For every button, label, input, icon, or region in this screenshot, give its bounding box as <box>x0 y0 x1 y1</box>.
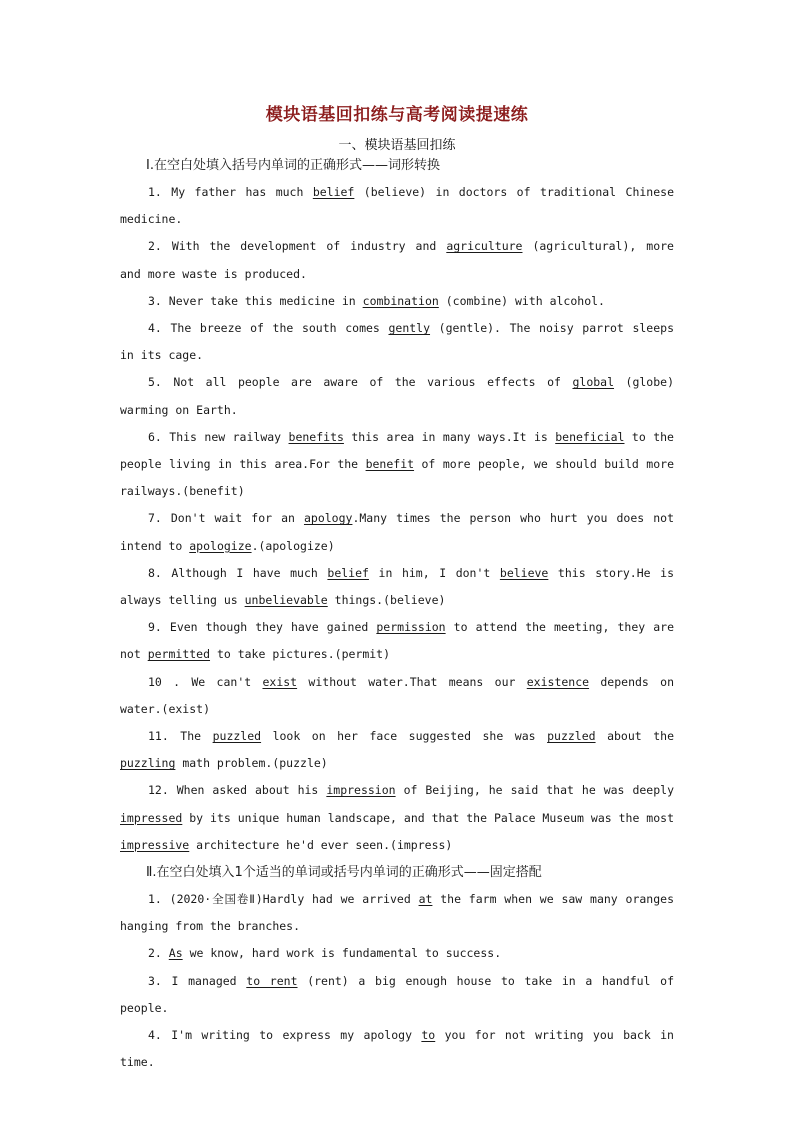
exercise-item <box>120 424 674 506</box>
item-text: 5. Not all people are aware of the various effects of <box>148 375 573 390</box>
exercise-item <box>120 505 674 559</box>
item-text: to take pictures.(permit) <box>210 647 391 662</box>
item-text: this area in many ways.It is <box>343 429 556 444</box>
item-text: (combine) with alcohol. <box>438 293 605 308</box>
item-text: 4. I'm writing to express my apology <box>148 1028 422 1043</box>
item-text: 3. I managed <box>148 973 247 988</box>
item-text: this story.He is always telling us <box>120 565 675 608</box>
answer-word: global <box>572 375 615 390</box>
exercise-item <box>120 968 674 1022</box>
item-text: by its unique human landscape, and that the Palace Museum was the most <box>182 810 674 825</box>
item-text: of Beijing, he said that he was deeply <box>395 783 674 798</box>
exercise-item <box>120 723 674 777</box>
answer-word: agriculture <box>446 239 523 254</box>
exercise-item <box>120 233 674 287</box>
answer-word: puzzling <box>120 756 176 771</box>
answer-word: beneficial <box>555 429 625 444</box>
item-text: (gentle). The noisy parrot sleeps in its cage. <box>120 321 675 363</box>
answer-word: gently <box>388 321 431 336</box>
item-text: 10 . We can't <box>148 674 263 689</box>
item-text: (rent) a big enough house to take in a handful of people. <box>120 973 675 1015</box>
item-text: of more people, we should build more railways.(benefit) <box>120 457 674 499</box>
answer-word: benefits <box>288 429 344 444</box>
section-2-items <box>120 886 674 1076</box>
item-text: math problem.(puzzle) <box>175 756 328 771</box>
exercise-item <box>120 940 674 967</box>
item-text: things.(believe) <box>327 593 446 608</box>
answer-word: belief <box>312 185 355 199</box>
answer-word: As <box>168 946 183 961</box>
answer-word: to rent <box>246 973 298 988</box>
answer-word: puzzled <box>212 729 262 744</box>
answer-word: impressed <box>120 810 183 825</box>
answer-word: benefit <box>365 457 415 472</box>
exercise-item <box>120 288 674 315</box>
item-text: 6. This new railway <box>148 429 289 444</box>
item-text: we know, hard work is fundamental to success. <box>182 946 502 961</box>
section-2-heading: Ⅱ.在空白处填入1个适当的单词或括号内单词的正确形式——固定搭配 <box>146 865 542 881</box>
section-1-items <box>120 179 674 859</box>
item-text: about the <box>595 729 674 744</box>
answer-word: impression <box>326 783 396 798</box>
answer-word: existence <box>526 674 590 689</box>
answer-word: permission <box>376 620 446 635</box>
answer-word: impressive <box>120 837 190 852</box>
item-text: 8. Although I have much <box>148 565 328 580</box>
answer-word: at <box>418 892 433 907</box>
item-text: architecture he'd ever seen.(impress) <box>189 837 453 852</box>
item-text: without water.That means our <box>297 674 527 689</box>
item-text: 11. The <box>148 729 213 744</box>
exercise-item <box>120 315 674 369</box>
item-text: 1. (2020·全国卷Ⅱ)Hardly had we arrived <box>148 892 419 907</box>
item-text: look on her face suggested she was <box>261 729 548 744</box>
item-text: 2. With the development of industry and <box>148 239 447 254</box>
item-text: to attend the meeting, they are not <box>120 620 674 662</box>
item-text: you for not writing you back in time. <box>120 1028 674 1070</box>
answer-word: combination <box>362 293 439 308</box>
answer-word: permitted <box>147 647 211 662</box>
exercise-item <box>120 1022 674 1076</box>
item-text: the farm when we saw many oranges hanging from the branches. <box>120 892 675 934</box>
item-text: to the people living in this area.For the <box>120 429 674 472</box>
item-text: 9. Even though they have gained <box>148 620 377 635</box>
exercise-item <box>120 614 674 668</box>
exercise-item <box>120 369 674 423</box>
answer-word: exist <box>262 674 298 689</box>
item-text: depends on water.(exist) <box>120 674 674 716</box>
answer-word: apology <box>303 511 353 526</box>
item-text: 7. Don't wait for an <box>148 511 304 526</box>
item-text: in him, I don't <box>368 565 500 580</box>
item-text: 12. When asked about his <box>148 783 327 798</box>
item-text: (agricultural), more and more waste is produced. <box>120 239 674 281</box>
exercise-item <box>120 886 674 940</box>
exercise-item <box>120 777 674 859</box>
answer-word: apologize <box>189 538 252 553</box>
item-text: (globe) warming on Earth. <box>120 375 675 417</box>
item-text: .Many times the person who hurt you does not intend to <box>120 511 674 553</box>
answer-word: puzzled <box>547 729 596 744</box>
page-title: 模块语基回扣练与高考阅读提速练 <box>265 105 529 125</box>
item-text: 2. <box>148 946 169 961</box>
exercise-content <box>120 152 674 1077</box>
section-1-heading: Ⅰ.在空白处填入括号内单词的正确形式——词形转换 <box>146 158 440 173</box>
exercise-item <box>120 179 674 233</box>
answer-word: unbelievable <box>244 593 328 608</box>
answer-word: believe <box>499 565 549 580</box>
item-text: .(apologize) <box>251 538 335 553</box>
item-text: (believe) in doctors of traditional Chinese medicine. <box>120 185 674 227</box>
item-text: 4. The breeze of the south comes <box>148 321 389 336</box>
part-heading: 一、模块语基回扣练 <box>338 138 456 153</box>
exercise-item <box>120 560 674 614</box>
answer-word: belief <box>327 565 369 580</box>
item-text: 3. Never take this medicine in <box>148 293 363 308</box>
answer-word: to <box>421 1028 436 1043</box>
item-text: 1. My father has much <box>148 185 313 199</box>
exercise-item <box>120 669 674 723</box>
